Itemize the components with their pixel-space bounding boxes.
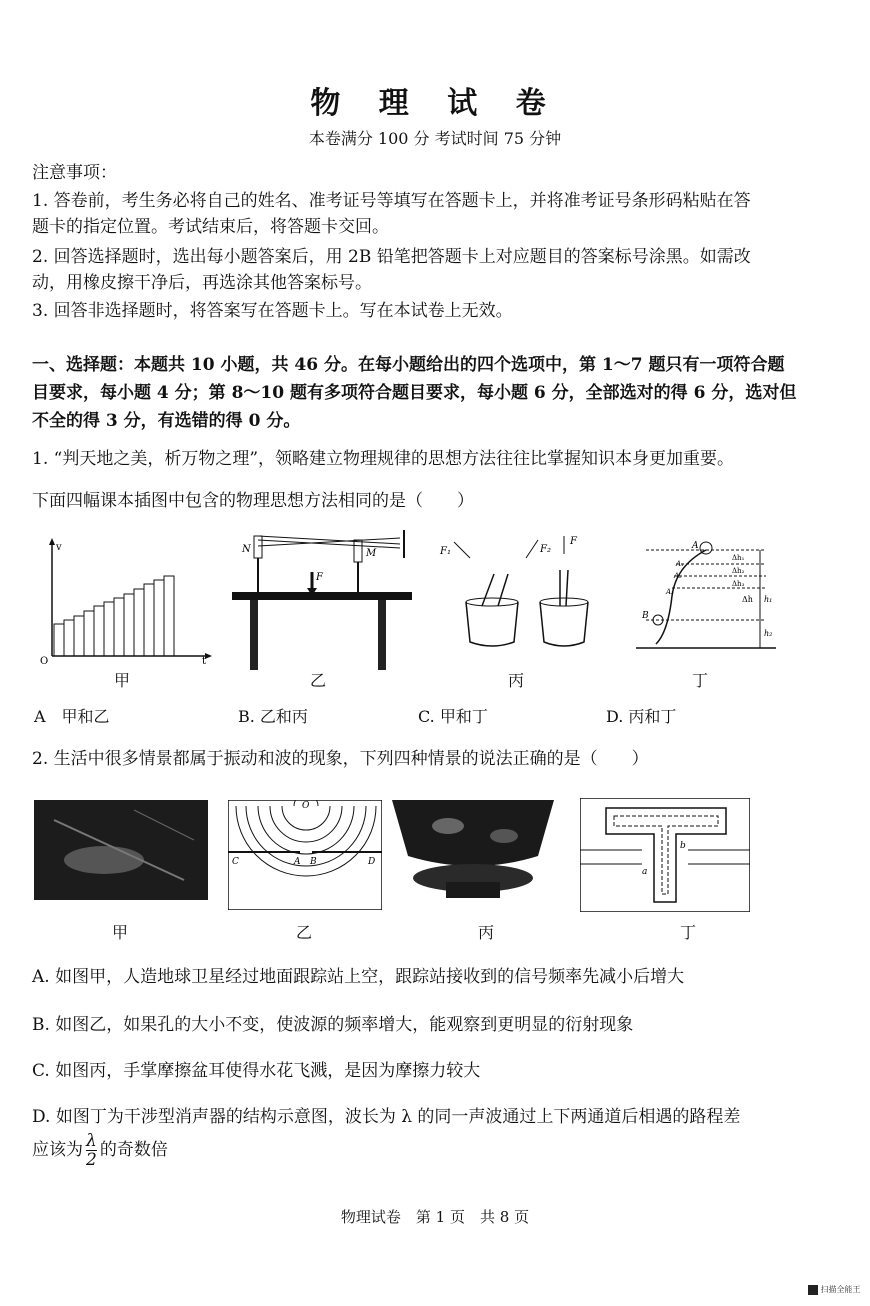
q1-fig-ding-b-label: B bbox=[642, 611, 649, 621]
q2-figure-ding bbox=[580, 798, 750, 912]
q2-option-c[interactable]: C. 如图丙，手掌摩擦盆耳使得水花飞溅，是因为摩擦力较大 bbox=[32, 1061, 481, 1081]
q1-stem-line-1: 1. “判天地之美，析万物之理”，领略建立物理规律的思想方法往往比掌握知识本身更加重要。 bbox=[32, 449, 735, 469]
q1-caption-jia: 甲 bbox=[113, 671, 130, 690]
q1-fig-ding-a2-label: A₂ bbox=[674, 572, 682, 580]
fraction-denominator: 2 bbox=[86, 1150, 97, 1170]
q1-figure-bing bbox=[436, 530, 596, 660]
page-subtitle: 本卷满分 100 分 考试时间 75 分钟 bbox=[308, 129, 562, 148]
q1-fig-ding-dh3-label: Δh₃ bbox=[732, 580, 745, 588]
q1-fig-bing-f2-label: F₂ bbox=[540, 544, 551, 555]
q2-fig-ding-a-label: a bbox=[642, 867, 648, 877]
q2-option-d-pre: 应该为 bbox=[32, 1140, 83, 1160]
scanner-watermark bbox=[808, 1284, 861, 1295]
notice-line-2: 题卡的指定位置。考试结束后，将答题卡交回。 bbox=[32, 217, 389, 237]
q1-caption-bing: 丙 bbox=[507, 671, 524, 690]
notice-line-4: 动，用橡皮擦干净后，再选涂其他答案标号。 bbox=[32, 273, 372, 293]
q2-figure-yi bbox=[228, 800, 382, 910]
q2-option-d-post: 的奇数倍 bbox=[99, 1140, 168, 1160]
q2-fig-yi-d-label: D bbox=[368, 857, 376, 867]
page-footer: 物理试卷 第 1 页 共 8 页 bbox=[340, 1208, 530, 1226]
q1-fig-jia-v-label: v bbox=[56, 542, 62, 553]
q1-fig-ding-a-label: A bbox=[692, 541, 699, 551]
q1-fig-yi-f-label: F bbox=[316, 572, 323, 583]
section-instructions-3: 不全的得 3 分，有选错的得 0 分。 bbox=[32, 411, 301, 431]
q1-caption-yi: 乙 bbox=[309, 671, 326, 690]
q2-caption-yi: 乙 bbox=[295, 923, 312, 942]
q1-fig-jia-o-label: O bbox=[40, 656, 49, 666]
q1-fig-ding-dh1-label: Δh₁ bbox=[732, 554, 745, 562]
q1-fig-jia-t-label: t bbox=[202, 656, 207, 666]
q2-option-b[interactable]: B. 如图乙，如果孔的大小不变，使波源的频率增大，能观察到更明显的衍射现象 bbox=[32, 1015, 634, 1035]
q2-caption-jia: 甲 bbox=[111, 923, 128, 942]
q1-fig-ding-dh2-label: Δh₂ bbox=[732, 567, 745, 575]
q2-fig-ding-b-label: b bbox=[680, 841, 686, 851]
q2-figure-jia bbox=[34, 800, 208, 900]
q1-stem-line-2: 下面四幅课本插图中包含的物理思想方法相同的是（ ） bbox=[32, 491, 474, 511]
q1-option-c[interactable]: C. 甲和丁 bbox=[418, 707, 488, 726]
notice-line-3: 2. 回答选择题时，选出每小题答案后，用 2B 铅笔把答题卡上对应题目的答案标号涂黑。如需改 bbox=[32, 247, 751, 267]
watermark-text: 扫描全能王 bbox=[820, 1285, 861, 1294]
q2-fig-yi-b-label: B bbox=[310, 857, 317, 867]
notice-heading: 注意事项： bbox=[32, 163, 117, 183]
q1-fig-ding-a3-label: A₃ bbox=[666, 588, 674, 596]
q1-fig-ding-a1-label: A₁ bbox=[676, 560, 684, 568]
q1-fig-yi-m-label: M bbox=[366, 548, 377, 559]
q1-fig-yi-n-label: N bbox=[242, 544, 251, 555]
q1-option-d[interactable]: D. 丙和丁 bbox=[606, 707, 677, 726]
q2-option-d-cont bbox=[32, 1132, 168, 1169]
q2-figure-bing bbox=[388, 796, 558, 906]
notice-line-5: 3. 回答非选择题时，将答案写在答题卡上。写在本试卷上无效。 bbox=[32, 301, 513, 321]
q1-fig-ding-h1-label: h₁ bbox=[764, 595, 773, 604]
q1-fig-ding-dh-label: Δh bbox=[742, 595, 753, 604]
q1-figure-yi bbox=[228, 526, 418, 676]
lambda-over-two bbox=[86, 1132, 97, 1169]
q1-figure-jia bbox=[34, 536, 214, 666]
q1-option-b[interactable]: B. 乙和丙 bbox=[238, 707, 308, 726]
q2-stem: 2. 生活中很多情景都属于振动和波的现象，下列四种情景的说法正确的是（ ） bbox=[32, 749, 649, 769]
q2-caption-bing: 丙 bbox=[477, 923, 494, 942]
notice-line-1: 1. 答卷前，考生务必将自己的姓名、准考证号等填写在答题卡上，并将准考证号条形码粘贴在答 bbox=[32, 191, 751, 211]
q1-figure-ding bbox=[636, 536, 786, 666]
q1-option-a[interactable]: A 甲和乙 bbox=[34, 707, 110, 726]
q2-fig-yi-c-label: C bbox=[232, 857, 239, 867]
q2-fig-yi-a-label: A bbox=[294, 857, 301, 867]
q2-fig-yi-o-label: O bbox=[302, 801, 310, 811]
q1-caption-ding: 丁 bbox=[691, 671, 708, 690]
section-instructions-2: 目要求，每小题 4 分；第 8～10 题有多项符合题目要求，每小题 6 分，全部选对的得 6 分，选对但 bbox=[32, 383, 797, 403]
section-instructions-1: 一、选择题：本题共 10 小题，共 46 分。在每小题给出的四个选项中，第 1～7 题只有一项符合题 bbox=[32, 355, 785, 375]
q1-fig-ding-h2-label: h₂ bbox=[764, 629, 773, 638]
q1-fig-bing-fup-label: F bbox=[570, 536, 577, 547]
qr-icon bbox=[808, 1285, 818, 1295]
q2-caption-ding: 丁 bbox=[679, 923, 696, 942]
fraction-numerator: λ bbox=[86, 1131, 97, 1151]
page-title: 物 理 试 卷 bbox=[310, 86, 560, 121]
q2-option-a[interactable]: A. 如图甲，人造地球卫星经过地面跟踪站上空，跟踪站接收到的信号频率先减小后增大 bbox=[32, 967, 685, 987]
q2-option-d[interactable]: D. 如图丁为干涉型消声器的结构示意图，波长为 λ 的同一声波通过上下两通道后相遇的路程差 bbox=[32, 1107, 741, 1127]
q1-fig-bing-f1-label: F₁ bbox=[440, 546, 451, 557]
